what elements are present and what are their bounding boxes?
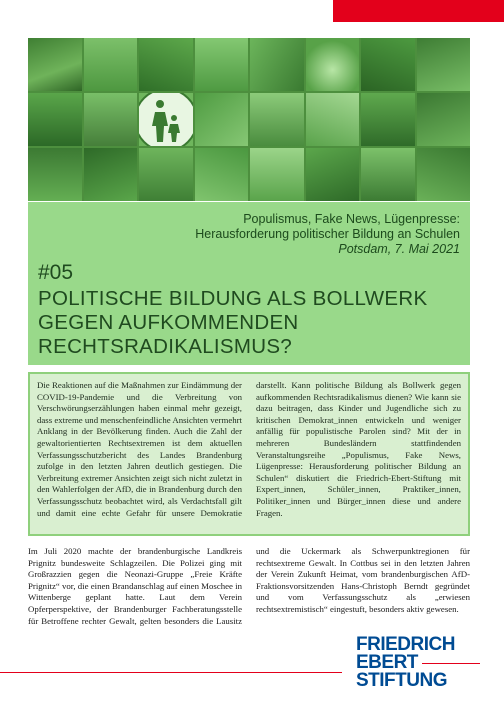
issue-number: #05 [38,261,74,284]
logo-line-2: EBERT [356,652,418,673]
pedestrian-sign-icon [139,93,193,146]
body-text: Im Juli 2020 machte der brandenburgische Landkreis Prignitz bundesweite Schlagzeilen. Die Polizei ging mit Großrazzien gegen die Neonazi-Gruppe „Freie Kräfte Prignitz“ vor, die einen Brandanschlag auf einen Moschee in Wittenberge geplant hatte. Laut dem Verein Opferperspektive, der Brandenburger Fachberatungsstelle für Betroffene rechter Gewalt, gelten besonders die Lausitz und die Uckermark als Schwerpunktregionen für rechtsextreme Gewalt. In Cottbus sei in den letzten Jahren der Verein Zukunft Heimat, vom brandenburgischen AfD-Fraktionsvorsitzenden Hans-Christoph Berndt gegründet und vom Verfassungsschutz als „erwiesen rechtsextremistisch“ eingestuft, besonders aktiv gewesen. [28,546,470,626]
collage-tile-vote [139,148,193,201]
body-text-columns [28,546,470,636]
photo-collage [28,38,470,201]
collage-tile-street [361,38,415,91]
collage-tile-parliament [306,93,360,146]
collage-tile-police [306,148,360,201]
collage-tile-sunburst [306,38,360,91]
place-date: Potsdam, 7. Mai 2021 [338,242,460,256]
collage-tile-fist [417,38,471,91]
collage-tile-flags [250,38,304,91]
collage-tile-gate [361,93,415,146]
collage-tile-march [28,93,82,146]
logo-line-3: STIFTUNG [356,670,447,691]
collage-tile-cooling-tower [250,148,304,201]
collage-tile-hall [250,93,304,146]
collage-tile-newspaper [361,148,415,201]
collage-tile-megaphone [195,148,249,201]
collage-tile-forest [417,148,471,201]
collage-tile-cctv [195,93,249,146]
footer-red-rule [0,672,342,673]
series-title-line-1: Populismus, Fake News, Lügenpresse: [243,212,460,226]
logo-red-bar [422,663,480,664]
page-title: POLITISCHE BILDUNG ALS BOLLWERK GEGEN AUFKOMMENDEN RECHTSRADIKALISMUS? [38,287,428,358]
collage-tile-building [84,93,138,146]
collage-tile-face [84,148,138,201]
collage-tile-soldiers [28,38,82,91]
series-title-line-2: Herausforderung politischer Bildung an Schulen [195,227,460,241]
collage-tile-helmet [28,148,82,201]
red-corner-tab [333,0,504,22]
logo-line-1: FRIEDRICH [356,634,455,655]
intro-text: Die Reaktionen auf die Maßnahmen zur Eindämmung der COVID-19-Pandemie und die Verbreitung von Verschwörungserzählungen haben einmal mehr gezeigt, dass extreme und menschenfeindliche Ansichten vermehrt Anklang in der Bevölkerung finden. Auch die Zahl der gewaltorientierten Rechtsextremen ist dem aktuellen Verfassungsschutzbericht des Landes Brandenburg zufolge in den letzten Jahren deutlich gestiegen. Die Verbreitung extremer Ansichten zeigt sich nicht zuletzt in den Wahlerfolgen der AfD, die in Brandenburg durch den Verfassungsschutz beobachtet wird, als Verdachtsfall gilt und damit eine echte Gefahr für unsere Demokratie darstellt. Kann politische Bildung als Bollwerk gegen aufkommenden Rechtsradikalismus dienen? Wie kann sie dazu beitragen, dass Kinder und Jugendliche sich zu kritischen Demokrat_innen entwickeln und weniger anfällig für populistische Parolen sind? Mit der in mehreren Bundesländern stattfindenden Veranstaltungsreihe „Populismus, Fake News, Lügenpresse: Herausforderung politischer Bildung an Schulen“ diskutiert die Friedrich-Ebert-Stiftung mit Expert_innen, Schüler_innen, Praktiker_innen, Politiker_innen und Bürger_innen diese und andere Fragen. [37,380,461,518]
header-box [28,202,470,365]
intro-box [28,372,470,536]
collage-tile-tower [195,38,249,91]
collage-tile-crowd [139,38,193,91]
collage-tile-pedestrian-sign [139,93,193,146]
collage-tile-portrait [417,93,471,146]
collage-tile-sky [84,38,138,91]
fes-logo [356,636,480,690]
